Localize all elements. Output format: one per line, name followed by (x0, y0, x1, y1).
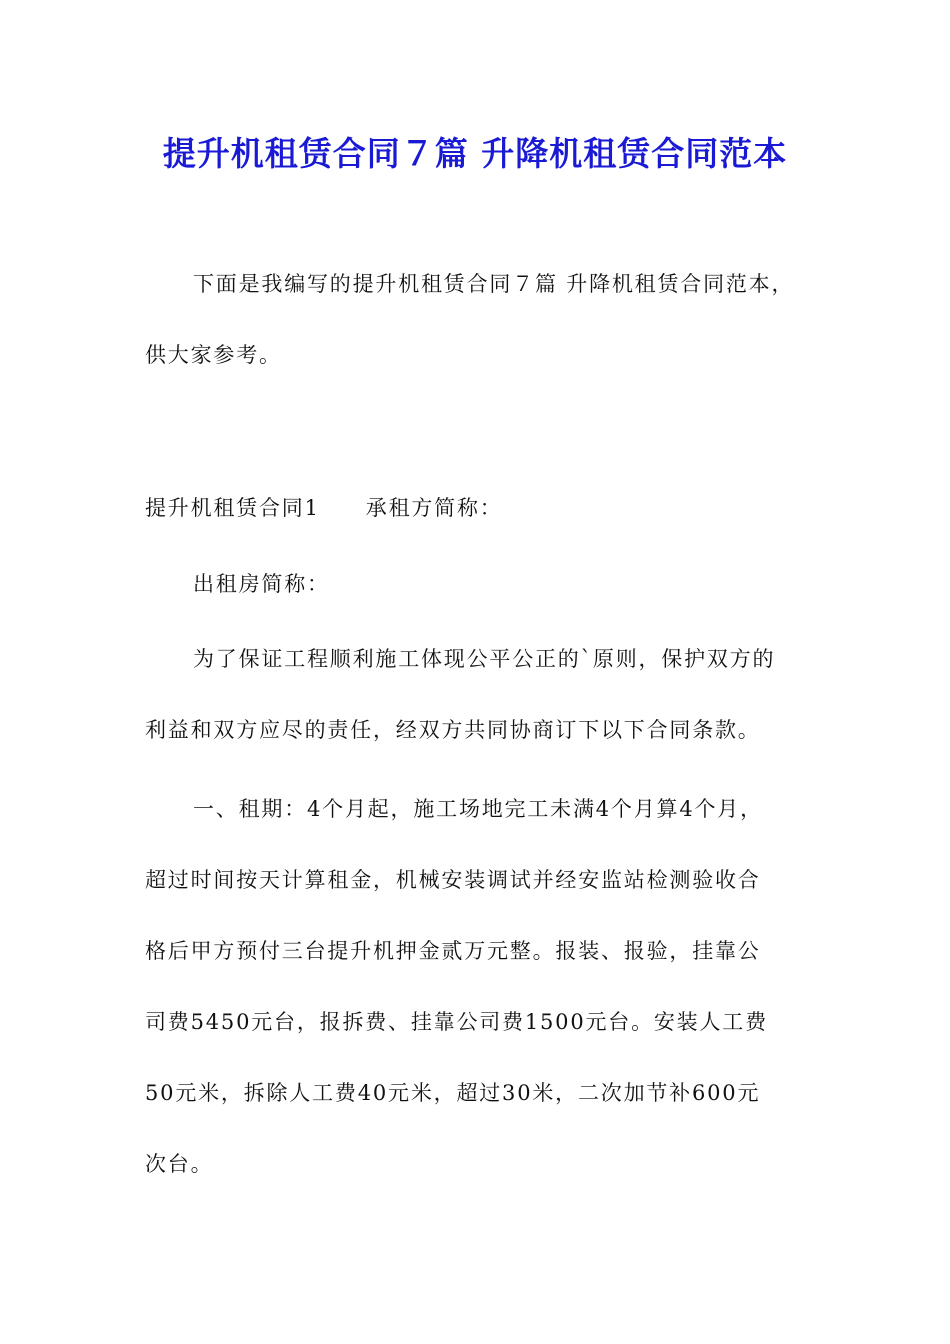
lessor-label: 出租房简称： (193, 572, 330, 596)
clause-1-line-3: 格后甲方预付三台提升机押金贰万元整。报装、报验，挂靠公 (145, 939, 761, 963)
clause-1-line-5: 50元米，拆除人工费40元米，超过30米，二次加节补600元 (145, 1081, 761, 1105)
section-heading-row (145, 473, 810, 544)
clause-1-line-6: 次台。 (145, 1152, 214, 1176)
lessee-label: 承租方简称： (365, 496, 503, 520)
intro-paragraph (145, 249, 810, 391)
lessor-paragraph (145, 549, 810, 620)
purpose-line-1: 为了保证工程顺利施工体现公平公正的`原则，保护双方的 (193, 647, 776, 671)
intro-line-1: 下面是我编写的提升机租赁合同７篇 升降机租赁合同范本， (193, 272, 795, 296)
clause-1-line-1: 一、租期：4个月起，施工场地完工未满4个月算4个月， (193, 797, 763, 821)
clause-1-paragraph (145, 774, 810, 1200)
intro-line-2: 供大家参考。 (145, 343, 282, 367)
clause-1-line-4: 司费5450元台，报拆费、挂靠公司费1500元台。安装人工费 (145, 1010, 768, 1034)
clause-1-line-2: 超过时间按天计算租金，机械安装调试并经安监站检测验收合 (145, 868, 761, 892)
section-heading: 提升机租赁合同1 (145, 496, 320, 520)
purpose-line-2: 利益和双方应尽的责任，经双方共同协商订下以下合同条款。 (145, 718, 761, 742)
section-heading-line (145, 473, 810, 544)
purpose-paragraph (145, 624, 810, 766)
document-title: 提升机租赁合同７篇 升降机租赁合同范本 (162, 134, 788, 173)
